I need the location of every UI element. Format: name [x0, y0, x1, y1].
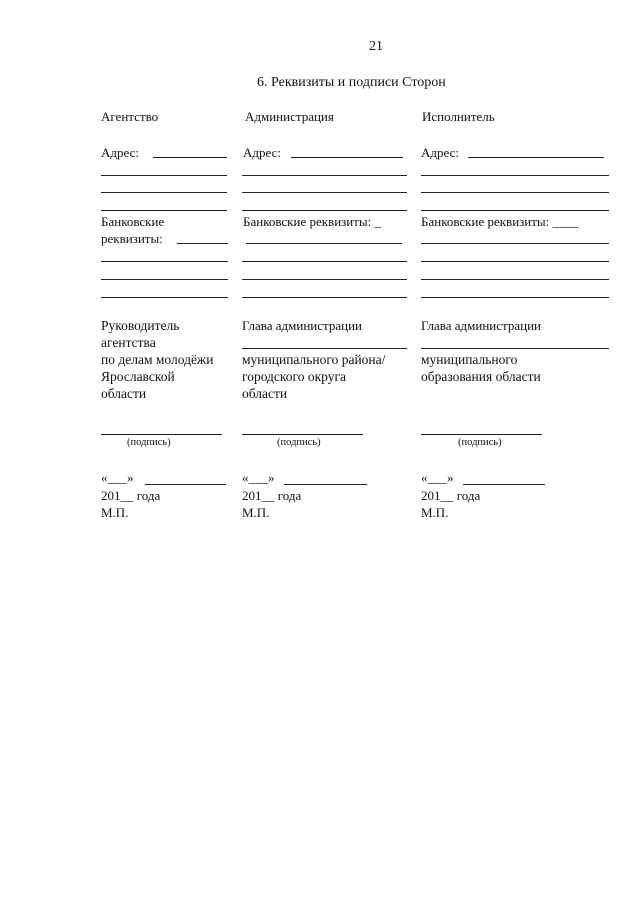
date-quote-contractor: «___» [421, 470, 454, 485]
party-heading-agency: Агентство [101, 109, 159, 124]
date-line-administration [284, 484, 367, 485]
bank-line-administration-2 [242, 279, 407, 280]
bank-label-agency-1: Банковские [101, 214, 165, 229]
stamp-contractor: М.П. [421, 505, 449, 520]
address-line-agency-3 [101, 192, 227, 193]
party-heading-administration: Администрация [245, 109, 334, 124]
address-line-contractor-3 [421, 192, 609, 193]
position-administration-line-1: муниципального района/ [242, 352, 386, 367]
year-administration: 201__ года [242, 488, 302, 503]
position-contractor-line [421, 348, 609, 349]
address-line-administration-1 [291, 157, 403, 158]
address-label-administration: Адрес: [243, 145, 281, 160]
position-contractor [421, 351, 541, 385]
party-heading-contractor: Исполнитель [422, 109, 495, 124]
stamp-agency: М.П. [101, 505, 129, 520]
date-line-contractor [463, 484, 545, 485]
address-label-contractor: Адрес: [421, 145, 459, 160]
position-contractor-line-2: образования области [421, 369, 541, 384]
position-contractor-title: Глава администрации [421, 318, 542, 333]
bank-line-contractor-2 [421, 279, 609, 280]
bank-line-contractor-0 [421, 243, 609, 244]
year-agency: 201__ года [101, 488, 161, 503]
bank-line-administration-0 [246, 243, 402, 244]
address-line-contractor-1 [468, 157, 604, 158]
address-line-agency-4 [101, 210, 227, 211]
position-administration-line [242, 348, 407, 349]
bank-label-contractor: Банковские реквизиты: ____ [421, 214, 579, 229]
address-label-agency: Адрес: [101, 145, 139, 160]
signature-caption-administration: (подпись) [277, 437, 321, 448]
address-line-administration-3 [242, 192, 407, 193]
signature-line-agency [101, 434, 222, 435]
position-administration-title: Глава администрации [242, 318, 363, 333]
address-line-contractor-2 [421, 175, 609, 176]
address-line-administration-2 [242, 175, 407, 176]
page-number: 21 [369, 39, 383, 54]
position-agency-line-4: Ярославской [101, 369, 175, 384]
position-administration-line-3: области [242, 386, 288, 401]
address-line-contractor-4 [421, 210, 609, 211]
position-contractor-line-1: муниципального [421, 352, 518, 367]
signature-caption-contractor: (подпись) [458, 437, 502, 448]
signature-line-administration [242, 434, 363, 435]
bank-line-agency-3 [101, 297, 228, 298]
position-administration-line-2: городского округа [242, 369, 347, 384]
date-quote-administration: «___» [242, 470, 275, 485]
signature-caption-agency: (подпись) [127, 437, 171, 448]
bank-label-agency-2: реквизиты: [101, 231, 163, 246]
bank-line-contractor-3 [421, 297, 609, 298]
position-agency-line-2: агентства [101, 335, 156, 350]
bank-line-administration-1 [242, 261, 407, 262]
position-agency-line-1: Руководитель [101, 318, 180, 333]
bank-line-agency-0 [177, 243, 228, 244]
signature-line-contractor [421, 434, 542, 435]
position-agency-line-3: по делам молодёжи [101, 352, 214, 367]
year-contractor: 201__ года [421, 488, 481, 503]
bank-label-administration: Банковские реквизиты: _ [243, 214, 382, 229]
date-line-agency [145, 484, 226, 485]
address-line-agency-2 [101, 175, 227, 176]
bank-line-contractor-1 [421, 261, 609, 262]
address-line-administration-4 [242, 210, 407, 211]
position-administration [242, 351, 385, 402]
address-line-agency-1 [153, 157, 227, 158]
position-agency [101, 317, 213, 402]
bank-line-administration-3 [242, 297, 407, 298]
stamp-administration: М.П. [242, 505, 270, 520]
bank-line-agency-2 [101, 279, 228, 280]
position-agency-line-5: области [101, 386, 147, 401]
date-quote-agency: «___» [101, 470, 134, 485]
bank-line-agency-1 [101, 261, 228, 262]
section-title: 6. Реквизиты и подписи Сторон [257, 75, 446, 90]
